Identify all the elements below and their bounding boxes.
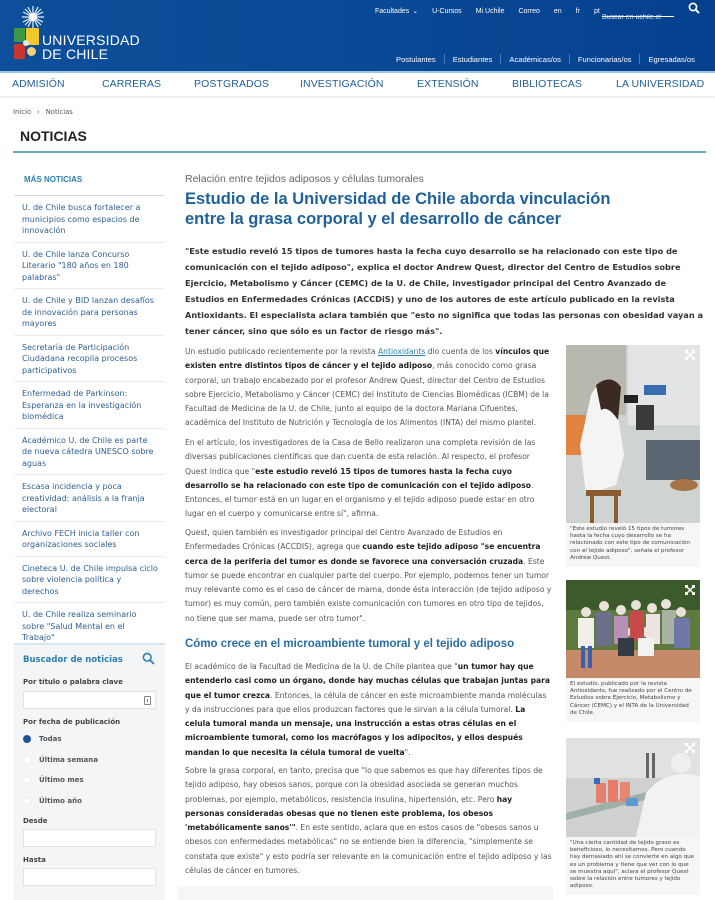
article-subheading: Cómo crece en el microambiente tumoral y el tejido adiposo xyxy=(185,638,515,650)
logo-text xyxy=(42,33,140,61)
from-date-input[interactable] xyxy=(24,833,155,849)
article-figure xyxy=(566,738,700,895)
logo-line-1: UNIVERSIDAD xyxy=(42,32,140,48)
news-link[interactable]: Archivo FECH inicia taller con organizaciones sociales xyxy=(14,522,165,557)
article-lead: "Este estudio reveló 15 tipos de tumores hasta la fecha cuyo desarrollo se ha relacionado con este tipo de comunicación con el tejido adiposo", explica el doctor Andrew Quest, director del Centro de Estudios sobre Ejercicio, Metabolismo y Cáncer (CEMC) de la U. de Chile, investigador principal del Centro Avanzado de Estudios en Enfermedades Crónicas (ACCDiS) y uno de los autores de este artículo publicado en la revista Antioxidants. El especialista aclara también que "esto no significa que todas las personas con obesidad vayan a tener cáncer, sino que sólo es un factor de riesgo más". xyxy=(185,246,704,336)
text: ". xyxy=(404,747,411,757)
text: . Entonces, la célula de cáncer en este microambiente manda moléculas y da instrucciones para que ellos produzcan factores que le sirvan a la célula tumoral. xyxy=(185,690,547,714)
radio-label: Última semana xyxy=(39,756,98,764)
bold-text: vínculos que existen entre distintos tipos de cáncer y el tejido adiposo xyxy=(185,347,550,371)
from-date-field[interactable] xyxy=(23,829,156,847)
article-figure xyxy=(566,580,700,722)
figure-caption: "Una cierta cantidad de tejido graso es beneficioso, lo necesitamos. Pero cuando hay demasiado ahí se convierte en algo que es un problema y tiene que ver con lo que se muestra aquí", aclara el profesor Quest sobre la relación entre tumores y tejido adiposo. xyxy=(570,840,695,890)
main-nav xyxy=(0,73,715,97)
radio-label: Todas xyxy=(39,735,62,743)
search-icon[interactable] xyxy=(142,652,155,665)
radio-ultimo-ano[interactable] xyxy=(23,797,82,805)
news-finder xyxy=(14,643,165,900)
news-link[interactable]: Secretaría de Participación Ciudadana recopila procesos participativos xyxy=(14,336,165,383)
chevron-right-icon: › xyxy=(37,108,40,116)
u-cursos-link[interactable]: U-Cursos xyxy=(432,7,462,15)
radio-label: Último mes xyxy=(39,776,84,784)
expand-icon[interactable] xyxy=(685,743,695,753)
site-header xyxy=(0,0,715,71)
text: . Entonces, el tumor está en un lugar en el organismo y el tejido adiposo puede estar en otro lugar en el cuerpo y comunicarse entre sí", afirma. xyxy=(185,480,535,519)
egresadas-link[interactable]: Egresadas/os xyxy=(648,54,695,64)
to-label: Hasta xyxy=(23,856,46,864)
from-label: Desde xyxy=(23,817,48,825)
expand-icon[interactable] xyxy=(685,350,695,360)
radio-unchecked-icon[interactable] xyxy=(23,776,31,784)
keyword-input[interactable] xyxy=(24,695,155,711)
news-link[interactable]: Escasa incidencia y poca creatividad: análisis a la franja electoral xyxy=(14,475,165,522)
to-date-field[interactable] xyxy=(23,868,156,886)
academicas-link[interactable]: Académicas/os xyxy=(509,54,561,64)
bold-text: La celula tumoral manda un mensaje, una instrucción a estas otras células en el microambiente tumoral, como los macrófagos y los adipocitos, y ellos después mandan lo que necesita la célula tumoral de vuelta xyxy=(185,704,526,757)
nav-carreras[interactable]: CARRERAS xyxy=(102,78,162,90)
article-footer-box xyxy=(178,886,553,900)
bold-text: este estudio reveló 15 tipos de tumores hasta la fecha cuyo desarrollo se ha relacionado con este tipo de comunicación con el tejido adiposo xyxy=(185,466,531,490)
text: El académico de la Facultad de Medicina de la U. de Chile plantea que " xyxy=(185,662,458,671)
text: Sobre la grasa corporal, en tanto, precisa que "lo que sabemos es que hay diferentes tipos de tejido adiposo, hay obesos sanos, porque con la obesidad asociada se generan muchos problemas, por ejemplo, metabólicos, resistencia insulina, hipertensión, etc. Pero xyxy=(185,766,543,804)
article-paragraph xyxy=(185,345,552,431)
estudiantes-link[interactable]: Estudiantes xyxy=(452,54,493,64)
article-paragraph xyxy=(185,764,552,878)
radio-checked-icon[interactable] xyxy=(23,735,31,743)
site-search-input[interactable] xyxy=(602,12,674,24)
lab-hood-photo[interactable] xyxy=(566,738,700,837)
nav-postgrados[interactable]: POSTGRADOS xyxy=(194,78,270,90)
research-team-photo[interactable] xyxy=(566,580,700,678)
more-news-list xyxy=(14,196,165,650)
text: . Este tumor se puede encontrar en cualquier parte del cuerpo. Por ejemplo, podemos tener un tumor muy relevante como es el caso de cáncer de mama, donde ésta interacción (de tejido adiposo y tumor) es muy común, pero también existe comunicación con tumores en otro tipo de tejidos, no tiene que ser mama, puede ser otro tumor". xyxy=(185,556,552,623)
page-title: NOTICIAS xyxy=(20,128,87,144)
expand-icon[interactable] xyxy=(685,585,695,595)
lab-microscope-photo[interactable] xyxy=(566,345,700,523)
finder-title: Buscador de noticias xyxy=(23,655,123,665)
radio-todas[interactable] xyxy=(23,735,62,743)
shield-icon xyxy=(14,28,40,60)
news-link[interactable]: U. de Chile realiza seminario sobre "Salud Mental en el Trabajo" xyxy=(14,603,165,650)
more-news-heading: MÁS NOTICIAS xyxy=(24,175,83,184)
news-link[interactable]: Académico U. de Chile es parte de nueva cátedra UNESCO sobre aguas xyxy=(14,429,165,476)
news-link[interactable]: Cineteca U. de Chile impulsa ciclo sobre violencia política y derechos xyxy=(14,557,165,604)
mi-uchile-link[interactable]: Mi Uchile xyxy=(475,7,505,15)
text: Un estudio publicado recientemente por la revista xyxy=(185,347,378,356)
correo-link[interactable]: Correo xyxy=(518,7,540,15)
antioxidants-link[interactable]: Antioxidants xyxy=(377,347,426,356)
news-link[interactable]: U. de Chile lanza Concurso Literario "180 años en 180 palabras" xyxy=(14,243,165,290)
utility-nav xyxy=(375,4,614,18)
news-link[interactable]: U. de Chile y BID lanzan desafíos de innovación para personas mayores xyxy=(14,289,165,336)
radio-unchecked-icon[interactable] xyxy=(23,797,31,805)
figure-caption: El estudio, publicado por la revista Antioxidants, fue realizado por el Centro de Estudios sobre Ejercicio, Metabolismo y Cáncer (CEMC) y el INTA de la Universidad de Chile. xyxy=(570,681,692,716)
article-figure xyxy=(566,345,700,567)
date-label: Por fecha de publicación xyxy=(23,718,121,726)
text: Quest, quien también es investigador principal del Centro Avanzado de Estudios en Enfermedades Crónicas (ACCDIS), agrega que xyxy=(185,528,503,552)
photo-image xyxy=(566,345,700,523)
logo-line-2: DE CHILE xyxy=(42,46,109,62)
bold-text: hay personas consideradas obesas que no tienen este problema, los obesos 'metabólicamente sanos'" xyxy=(185,794,513,833)
chevron-down-icon: ⌄ xyxy=(412,8,419,15)
text: . En este sentido, aclara que en estos casos de "obesos sanos u obesos con enfermedades metabólicas" no se entiende bien la diferencia, "simplemente se constata que existe" y esto podría ser relevante en la comunicación entre el tejido adiposo y las células de cáncer en tumores. xyxy=(185,823,552,876)
to-date-input[interactable] xyxy=(24,872,155,888)
radio-ultima-semana[interactable] xyxy=(23,756,98,764)
keyword-field[interactable] xyxy=(23,691,156,709)
keyboard-icon xyxy=(144,696,151,705)
star-icon xyxy=(22,6,44,28)
facultades-label: Facultades xyxy=(375,8,410,15)
search-icon[interactable] xyxy=(688,2,700,14)
article-headline: Estudio de la Universidad de Chile aborda vinculación entre la grasa corporal y el desarrollo de cáncer xyxy=(185,190,611,228)
lang-en-link[interactable]: en xyxy=(553,7,562,15)
breadcrumb-current[interactable]: Noticias xyxy=(45,108,73,116)
photo-image xyxy=(566,738,700,837)
text: En el artículo, los investigadores de la Casa de Bello realizaron una completa revisión de las diversas publicaciones científicas que dan cuenta de esta relación. Al respecto, el profesor Quest indica que " xyxy=(185,438,536,476)
audience-nav xyxy=(388,53,703,65)
nav-extension[interactable]: EXTENSIÓN xyxy=(417,78,479,90)
text: dio cuenta de los xyxy=(425,347,496,356)
radio-unchecked-icon[interactable] xyxy=(23,756,31,764)
nav-admision[interactable]: ADMISIÓN xyxy=(12,78,65,90)
news-link[interactable]: Enfermedad de Parkinson: Esperanza en la investigación biomédica xyxy=(14,382,165,429)
keyword-label: Por título o palabra clave xyxy=(23,678,123,686)
breadcrumb-home[interactable]: Inicio xyxy=(13,108,31,116)
news-link[interactable]: U. de Chile busca fortalecer a municipios como espacios de innovación xyxy=(14,196,165,243)
article-paragraph xyxy=(185,436,552,522)
article-paragraph xyxy=(185,526,552,626)
university-logo[interactable] xyxy=(12,6,152,64)
title-divider xyxy=(13,151,706,153)
lang-fr-link[interactable]: fr xyxy=(575,7,580,15)
nav-bibliotecas[interactable]: BIBLIOTECAS xyxy=(512,78,582,90)
lang-pt-link[interactable]: pt xyxy=(593,7,600,15)
radio-label: Último año xyxy=(39,797,82,805)
text: , más conocido como grasa corporal, un trabajo encabezado por el profesor Andrew Quest, director del Centro de Estudios sobre Ejercicio, Metabolismo y Cáncer (CEMC) del Instituto de Ciencias Biomédicas (ICBM) de la Facultad de Medicina de la U. de Chile, junto al equipo de la doctora Mariana Cifuentes, académica del Instituto de Nutrición y Tecnología de los Alimentos (INTA) del mismo plantel. xyxy=(185,361,549,428)
postulantes-link[interactable]: Postulantes xyxy=(396,54,436,64)
site-search xyxy=(602,4,674,17)
nav-la-universidad[interactable]: LA UNIVERSIDAD xyxy=(616,78,705,90)
photo-image xyxy=(566,580,700,678)
figure-caption: "Este estudio reveló 15 tipos de tumores hasta la fecha cuyo desarrollo se ha relacionado con este tipo de comunicación con el tejido adiposo", señala el profesor Andrew Quest. xyxy=(570,526,690,561)
article-kicker: Relación entre tejidos adiposos y células tumorales xyxy=(185,173,424,185)
bold-text: un tumor hay que entenderlo casi como un órgano, donde hay muchas células que trabajan juntas para que el tumor crezca xyxy=(185,662,551,700)
breadcrumb xyxy=(13,108,73,116)
bold-text: cuando este tejido adiposo "se encuentra cerca de la periferia del tumor es donde se favorece una conversación cruzada xyxy=(185,542,541,566)
nav-investigacion[interactable]: INVESTIGACIÓN xyxy=(300,78,384,90)
radio-ultimo-mes[interactable] xyxy=(23,776,84,784)
article-paragraph xyxy=(185,660,552,760)
funcionarias-link[interactable]: Funcionarias/os xyxy=(577,54,632,64)
facultades-link[interactable] xyxy=(375,7,418,15)
